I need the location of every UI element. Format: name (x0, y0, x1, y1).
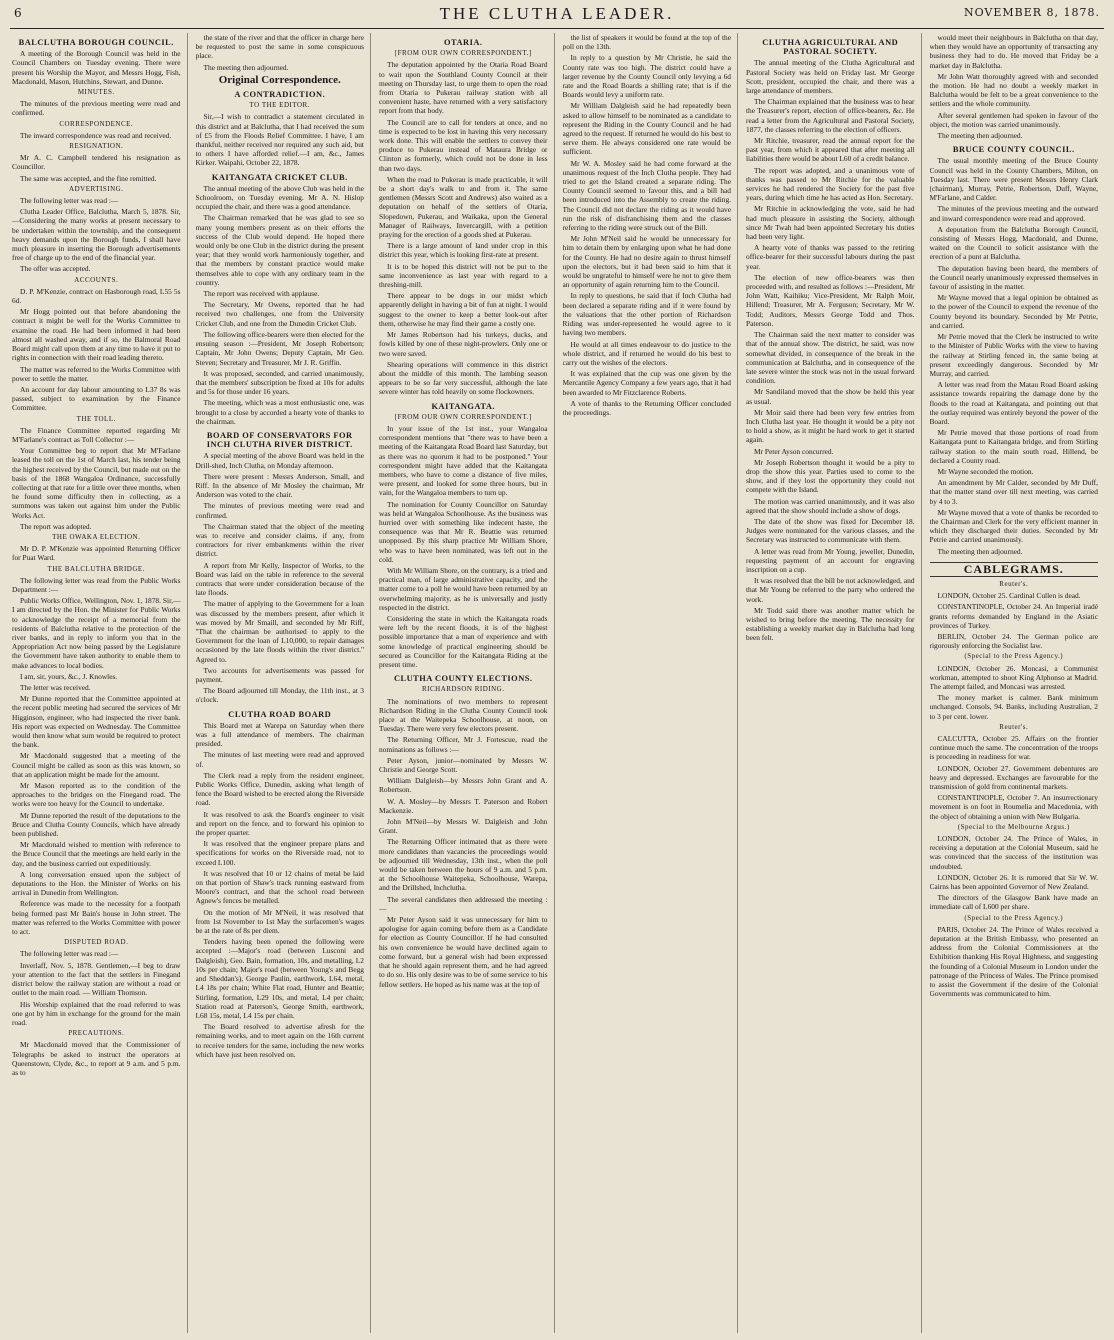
paragraph: The Chairman remarked that he was glad to see so many young members present as on their efforts the success of the Club would depend. He hoped there would only be one Club in the district during the present year; that they would work harmoniously together, and that the members by constant practice would make themselves able to cope with any ordinary team in the country. (195, 213, 364, 287)
paragraph: Your Committee beg to report that Mr M'Farlane leased the toll on the 1st of March last, his tender being the highest received by the Council, but made out on the basis of the 1868 Wangaloa Ordinance, successfully collecting at that rate for a little over three months, when he found some difficulty then in collecting, as a summons was taken out against him under the Public Works Act. (12, 446, 181, 520)
paragraph: A meeting of the Borough Council was held in the Council Chambers on Tuesday evening. There were present his Worship the Mayor, and Messrs Hogg, Fish, Macdonald, Mason, Hutchins, Stewart, and Dunne. (12, 49, 181, 86)
paragraph: A vote of thanks to the Returning Officer concluded the proceedings. (562, 398, 731, 417)
subheading: [FROM OUR OWN CORRESPONDENT.] (394, 49, 532, 58)
section-heading: CABLEGRAMS. (930, 562, 1099, 577)
paragraph: The nominations of two members to represent Richardson Riding in the Clutha County Council took place at the Waitepeka Schoolhouse, at noon, on Tuesday. There were very few electors present. (379, 696, 548, 734)
paragraph: In reply to questions, he said that if Inch Clutha had been declared a separate riding and if it were found by the valuations that the other portion of Richardson Riding was under-represented he would agree to it having two members. (562, 291, 731, 338)
paragraph: Shearing operations will commence in this district about the middle of this month. The lambing season appears to be so far very successful, although the late severe winter has told heavily on some flockowners. (379, 359, 548, 397)
paragraph: After several gentlemen had spoken in favour of the object, the motion was carried unanimously. (929, 110, 1098, 129)
paragraph: A long conversation ensued upon the subject of deputations to the Hon. the Minister of Works on his arrival in Dunedin from Wellington. (12, 869, 181, 898)
paragraph: The deputation having been heard, the members of the Council nearly unanimously expressed themselves in favour of assisting in the matter. (929, 263, 1098, 292)
paragraph: The annual meeting of the above Club was held in the Schoolroom, on Tuesday evening. Mr A. N. Hislop occupied the chair, and there was a good attendance. (195, 183, 364, 212)
paragraph: The meeting then adjourned. (203, 62, 289, 72)
paragraph: The following office-bearers were then elected for the ensuing season :—President, Mr Joseph Robertson; Captain, Mr John Owens; Deputy Captain, Mr Geo. Steven; Secretary and Treasurer, Mr J. R. Griffin. (195, 329, 364, 367)
paragraph: The Board resolved to advertise afresh for the remaining works, and to meet again on the 16th current to receive tenders for the same, including the new works which have just been resolved on. (195, 1022, 364, 1059)
paragraph: The same was accepted, and the fine remitted. (20, 173, 157, 183)
paragraph: It was resolved that the bill be not acknowledged, and that Mr Young be referred to the party who ordered the work. (746, 576, 915, 604)
paragraph: The several candidates then addressed the meeting :— (379, 894, 548, 913)
paragraph: the list of speakers it would be found at the top of the poll on the 13th. (562, 33, 731, 52)
section-heading: Original Correspondence. (218, 73, 341, 86)
paragraph: I am, sir, yours, &c., J. Knowles. (20, 671, 118, 681)
paragraph: Mr Peter Ayson concurred. (754, 446, 834, 456)
paragraph: He would at all times endeavour to do justice to the whole district, and if returned he would do his best to carry out the wishes of the electors. (562, 339, 731, 367)
subheading: THE BALCLUTHA BRIDGE. (47, 564, 145, 573)
paragraph: The Chairman stated that the object of the meeting was to receive and consider claims, if any, from contractors for river embankments within the river district. (195, 521, 364, 559)
paragraph: The report was adopted, and a unanimous vote of thanks was passed to Mr Ritchie for the valuable services he had rendered the Society for the past five years, during which time he has acted as Hon. Secretary. (746, 165, 915, 203)
paragraph: The letter was received. (20, 683, 91, 692)
paragraph: A special meeting of the above Board was held in the Drill-shed, Inch Clutha, on Monday afternoon. (195, 451, 364, 470)
paragraph: It was resolved that the engineer prepare plans and specifications for works on the Riverside road, not to exceed L100. (195, 839, 364, 867)
subheading: DISPUTED ROAD. (64, 938, 129, 947)
paragraph: This Board met at Warepa on Saturday when there was a full attendance of members. The chairman presided. (195, 720, 364, 749)
paragraph: PARIS, October 24. The Prince of Wales received a deputation at the British Embassy, who presented an address from the Colonial Commissioners at the Exhibition thanking His Royal Highness, and suggesting the founding of a Colonial Museum in London under the patronage of the Princess of Wales. The Prince promised to assist the Government if the desire of the Colonial Governments was communicated to him. (929, 924, 1098, 999)
paragraph: Mr Hogg pointed out that before abandoning the contract it might be well for the Works Committee to examine the road. He had been informed it had been almost all washed away, and if so, the Balmoral Road Board might call upon them at any time to have it put to rights in connection with their road leading thereto. (12, 307, 181, 363)
article-heading: OTARIA. (444, 38, 483, 47)
subheading: (Special to the Melbourne Argus.) (957, 822, 1070, 831)
paragraph: William Dalgleish—by Messrs John Grant and A. Robertson. (379, 776, 548, 795)
article-heading: KAITANGATA. (431, 401, 495, 411)
subheading: THE TOLL. (76, 414, 116, 423)
paragraph: His Worship explained that the road referred to was one got by him in exchange for the ground for the main road. (12, 999, 181, 1027)
paragraph: A letter was read from Mr Young, jeweller, Dunedin, requesting payment of an account for engraving inscription on a cup. (746, 546, 915, 574)
columns (12, 33, 1104, 1333)
subheading: Reuter's. (999, 722, 1029, 731)
article-heading: A CONTRADICTION. (234, 90, 326, 100)
paragraph: In your issue of the 1st inst., your Wangaloa correspondent mentions that "there was to have been a meeting of the Kaitangata Road Board last Saturday, but as there was no quorum it had to be postponed." Your correspondent might have added that the Kaitangata members, who have to come a distance of five miles, were present, and looked for some three hours, but in vain, for the Wangaloa members to turn up. (379, 423, 548, 498)
paragraph: John M'Neil—by Messrs W. Dalgleish and John Grant. (379, 817, 548, 836)
paragraph: LONDON, October 24. The Prince of Wales, in receiving a deputation at the Colonial Museum, said he was convinced that the success of the institution was undoubted. (929, 834, 1098, 871)
paragraph: D. P. M'Kenzie, contract on Hasborough road, L55 5s 6d. (12, 286, 181, 306)
paragraph: The meeting then adjourned. (937, 546, 1023, 556)
paragraph: The inward correspondence was read and received. (20, 130, 172, 140)
paragraph: It was explained that the cup was one given by the Mercantile Agency Company a few years ago, that it had been awarded to Mr Fitzclarence Roberts. (562, 369, 731, 397)
paragraph: It was proposed, seconded, and carried unanimously, that the members' subscription be fixed at 10s for adults and 5s for those under 16 years. (195, 368, 364, 397)
paragraph: A report from Mr Kelly, Inspector of Works, to the Board was laid on the table in reference to the several contracts that were under consideration because of the late floods. (195, 560, 364, 598)
paragraph: The nomination for County Councillor on Saturday was held at Wangaloa Schoolhouse. As the business was hurried over with something like indecent haste, the consequence was that Mr R. Beattie was returned unopposed. By this sharp practice Mr William Shore, who was to have been nominated, was left out in the cold. (379, 499, 548, 564)
paragraph: Two accounts for advertisements was passed for payment. (195, 665, 364, 684)
paragraph: Mr James Robertson had his turkeys, ducks, and fowls killed by one of these night-prowlers. Only one or two were saved. (379, 330, 548, 358)
paragraph: Peter Ayson, junior—nominated by Messrs W. Christie and George Scott. (379, 755, 548, 775)
paragraph: In reply to a question by Mr Christie, he said the County rate was too high. The district could have a larger revenue by the County Council only levying a 6d rate and the Road Boards a shilling rate; that is if the Boards would levy a uniform rate. (562, 53, 731, 100)
paragraph: There were present : Messrs Anderson, Small, and Riff. In the absence of Mr Mosley the chairman, Mr Anderson was voted to the chair. (195, 471, 364, 500)
paragraph: An account for day labour amounting to L37 8s was passed, subject to examination by the Finance Committee. (12, 384, 181, 413)
paragraph: The offer was accepted. (20, 264, 91, 274)
paragraph: The matter was referred to the Works Committee with power to settle the matter. (12, 364, 181, 383)
column-2 (196, 33, 372, 1333)
paragraph: Mr Wayne moved that a legal opinion be obtained as to the power of the Council to expend the revenue of the County beyond its boundary. Seconded by Mr Petrie, and carried. (929, 293, 1098, 330)
paragraph: The matter of applying to the Government for a loan was discussed by the members present, after which it was moved by Mr Smaill, and seconded by Mr Riff, "That the chairman be authorised to apply to the Government for the loan of L10,000, to repair damages occasioned by the late floods within the river district." Agreed to. (195, 599, 364, 664)
column-5 (746, 33, 922, 1333)
paragraph: The Clerk read a reply from the resident engineer, Public Works Office, Dunedin, asking what length of fence the Board wished to be erected along the Riverside road. (195, 770, 364, 808)
paragraph: LONDON, October 27. Government debentures are heavy and depressed. Exchanges are favourable for the transmission of gold from continental markets. (929, 763, 1098, 792)
subheading: PRECAUTIONS. (68, 1029, 125, 1038)
paragraph: Mr Macdonald suggested that a meeting of the Council might be called as soon as this was known, so that an application might be made for the amount. (12, 751, 181, 779)
subheading: CORRESPONDENCE. (59, 119, 134, 128)
paragraph: Tenders having been opened the following were accepted :—Major's road (between Lusconi and Dalgleish), Geo. Bain, formation, 10s, and metalling, L2 10s per chain; Major's road (between Young's and Begg and Sheddan's), George Paulin, earthwork, L64, metal, L4 18s per chain; White Flat road, Hunter and Beattie; Stirling, formation, L29 10s, and metal, L4 per chain; Station road at Paterson's, George Smith, earthwork, L68 15s, metal, L4 15s per chain. (195, 937, 364, 1020)
subheading: RESIGNATION. (69, 142, 124, 151)
subheading: [FROM OUR OWN CORRESPONDENT.] (394, 412, 532, 421)
paragraph: The directors of the Glasgow Bank have made an immediate call of L600 per share. (929, 893, 1098, 912)
paragraph: The deputation appointed by the Otaria Road Board to wait upon the Southland County Council at their meeting on Thursday last, to urge them to open the road from Otaria to Pukerau railway station with all convenient haste, have returned with a very satisfactory report from that body. (379, 60, 548, 116)
column-3 (379, 33, 555, 1333)
paragraph: Mr Joseph Robertson thought it would be a pity to drop the show this year. Parties used to come to the show, and if they lost the opportunity they could not compete with the Island. (746, 457, 915, 495)
paragraph: With Mr William Shore, on the contrary, is a tried and practical man, of large administrative capacity, and the matter come to a poll he would have been returned by an overwhelming majority, as he is universally and justly respected in the district. (379, 565, 548, 612)
paragraph: Mr John M'Neil said he would be unnecessary for him to detain them by enlarging upon what he had done for the County. He had no desire again to thrust himself upon the electors, but it had been said to him that it would be ungrateful to himself were he not to give them an opportunity of again returning him to the Council. (562, 234, 731, 290)
article-heading: BOARD OF CONSERVATORS FOR INCH CLUTHA RIVER DISTRICT. (206, 430, 353, 450)
paragraph: BERLIN, October 24. The German police are rigorously enforcing the Socialist law. (929, 631, 1098, 651)
paragraph: A deputation from the Balclutha Borough Council, consisting of Messrs Hogg, Macdonald, and Dunne, waited on the Council to solicit assistance with the erection of a punt at Balclutha. (929, 224, 1098, 262)
newspaper-title: THE CLUTHA LEADER. (439, 4, 675, 23)
paragraph: Mr D. P. M'Kenzie was appointed Returning Officer for Puat Ward. (12, 544, 181, 563)
paragraph: Reference was made to the necessity for a footpath being formed past Mr Bain's house in John street. The matter was referred to the Works Committee with power to act. (12, 899, 181, 937)
paragraph: An amendment by Mr Calder, seconded by Mr Duff, that the matter stand over till next meeting, was carried by 4 to 3. (929, 478, 1098, 506)
paragraph: Mr Ritchie, treasurer, read the annual report for the past year, from which it appeared that after meeting all liabilities there would be about L60 of a credit balance. (746, 136, 915, 164)
paragraph: The Returning Officer, Mr J. Fortescue, read the nominations as follows :— (379, 735, 548, 754)
subheading: THE OWAKA ELECTION. (52, 532, 141, 541)
paragraph: Mr William Dalgleish said he had repeatedly been asked to allow himself to be nominated as a candidate to represent the Riding in the County Council and he had agreed to the request. If returned he would do his best to serve them. He always considered one rate would be sufficient. (562, 101, 731, 157)
paragraph: Mr Peter Ayson said it was unnecessary for him to apologise for again coming before them as a Candidate for election as County Councillor. If he had consulted his own convenience he would have declined again to come forward, but a general wish had been expressed that he should again represent them, and he had agreed to do so. His only desire was to be of some service to his fellow settlers. He hoped as his name was at the top of (379, 915, 548, 989)
paragraph: The Chairman explained that the business was to hear the Treasurer's report, election of office-bearers, &c. He read a letter from the Agricultural and Pastoral Society, 1877, the classes referring to the election of officers. (746, 97, 915, 134)
page-number: 6 (14, 6, 22, 20)
paragraph: CONSTANTINOPLE, October 24. An Imperial iradé grants reforms demanded by England in the Asiatic provinces of Turkey. (929, 602, 1098, 630)
paragraph: The meeting then adjourned. (937, 131, 1023, 141)
paragraph: The motion was carried unanimously, and it was also agreed that the show should include a show of dogs. (746, 496, 915, 515)
article-heading: BRUCE COUNTY COUNCIL. (952, 145, 1075, 155)
paragraph: The minutes of the previous meeting and the outward and inward correspondence were read and approved. (929, 204, 1098, 223)
paragraph: There appear to be dogs in our midst which apparently delight in having a bit of fun at night. I would suggest to the owner to keep a better look-out after them, otherwise he may find their game a costly one. (379, 291, 548, 328)
paragraph: The report was received with applause. (203, 289, 320, 299)
paragraph: The minutes of previous meeting were read and confirmed. (195, 501, 364, 520)
paragraph: Mr Ritchie in acknowledging the vote, said he had had much pleasure in assisting the Society, although since Mr Twah had been appointed Secretary his duties had been very light. (746, 204, 915, 242)
paragraph: Mr Macdonald wished to mention with reference to the Bruce Council that the meetings are held early in the day, and the business carried out expeditiously. (12, 840, 181, 868)
paragraph: The annual meeting of the Clutha Agricultural and Pastoral Society was held on Friday last. Mr George Scott, president, occupied the chair, and there was a large attendance of members. (746, 58, 915, 96)
paragraph: It was resolved that 10 or 12 chains of metal be laid on that portion of Shaw's track running eastward from Moore's contract, and that the school road between Agnew's fences be metalled. (195, 868, 364, 906)
paragraph: The minutes of last meeting were read and approved of. (195, 750, 364, 769)
paragraph: The Board adjourned till Monday, the 11th inst., at 3 o'clock. (195, 686, 364, 705)
column-1 (12, 33, 188, 1333)
subheading: MINUTES. (77, 88, 115, 97)
paragraph: The Finance Committee reported regarding Mr M'Farlane's contract as Toll Collector :— (12, 425, 181, 444)
paragraph: The election of new office-bearers was then proceeded with, and resulted as follows :—President, Mr John Watt, Kaihiku; Vice-President, Mr Ralph Moir, Hillend; Treasurer, Mr A. Ferguson; Secretary, Mr W. Todd; Auditors, Messrs George Todd and Thos. Paterson. (746, 272, 915, 328)
paragraph: The money market is calmer. Bank minimum unchanged. Consols, 94. Banks, including Australian, 2 to 3 per cent. lower. (929, 693, 1098, 721)
paragraph: The Secretary, Mr Owens, reported that he had received two challenges, one from the University Cricket Club, and one from the Dunedin Cricket Club. (195, 300, 364, 328)
paragraph: would meet their neighbours in Balclutha on that day, when they would have an opportunity of transacting any business they had to do. He moved that Friday be a market day in Balclutha. (929, 33, 1098, 70)
paragraph: Mr Todd said there was another matter which he wished to bring before the meeting. The necessity for establishing a weekly market day in Balclutha had long been felt. (746, 605, 915, 643)
paragraph: the state of the river and that the officer in charge here be requested to post the same in some conspicuous place. (195, 33, 364, 61)
paragraph: The date of the show was fixed for December 18. Judges were nominated for the various classes, and the Secretary was instructed to communicate with them. (746, 516, 915, 545)
paragraph: Mr Wayne seconded the motion. (937, 466, 1034, 476)
paragraph: The usual monthly meeting of the Bruce County Council was held in the County Chambers, Milton, on Tuesday last. There were present Messrs Henry Clark (chairman), Murray, Petrie, Robertson, Duff, Wayne, M'Farlane, and Calder. (929, 156, 1098, 203)
paragraph: A letter was read from the Matau Road Board asking assistance towards repairing the damage done by the floods to the road at Kaitangata, and pointing out that the outlay required was entirely beyond the power of the Board. (929, 380, 1098, 426)
article-heading: CLUTHA COUNTY ELECTIONS. (393, 674, 533, 684)
paragraph: The Council are to call for tenders at once, and no time is expected to be lost in having this very necessary work done. This will enable the settlers to convey their produce to Pukerau instead of Mataura Bridge or Clinton as formerly, which could not be done in less than two days. (379, 117, 548, 173)
column-4 (563, 33, 739, 1333)
paragraph: The following letter was read :— (20, 196, 119, 206)
paragraph: The meeting, which was a most enthusiastic one, was brought to a close by accorded a hearty vote of thanks to the chairman. (195, 398, 364, 426)
article-heading: KAITANGATA CRICKET CLUB. (211, 172, 348, 182)
paragraph: W. A. Mosley—by Messrs T. Paterson and Robert Mackenzie. (379, 796, 548, 815)
paragraph: LONDON, October 26. It is rumored that Sir W. W. Cairns has been appointed Governor of New Zealand. (929, 872, 1098, 892)
paragraph: It is to be hoped this district will not be put to the same inconvenience as last year with regard to a threshing-mill. (379, 261, 548, 290)
paragraph: LONDON, October 26. Moncasi, a Communist workman, attempted to shoot King Alphonso at Madrid. The attempt failed, and Moncasi was arrested. (929, 663, 1098, 691)
paragraph: Considering the state in which the Kaitangata roads were left by the recent floods, it is of the highest possible importance that a man of experience and with some knowledge of practical engineering should be secured as Councillor for the Kaitangata Riding at the present time. (379, 613, 548, 669)
paragraph: Mr Moir said there had been very few entries from Inch Clutha last year. He thought it would be a pity not to hold a show, as it might be hard work to get it started again. (746, 407, 915, 445)
paragraph: Mr Dunne reported that the Committee appointed at the recent public meeting had secured the services of Mr Higginson, engineer, who had inspected the river bank. His report was expected on Wednesday. The Committee would then know what sum would be required to protect the bank. (12, 694, 181, 750)
subheading: (Special to the Press Agency.) (964, 913, 1064, 922)
paragraph: There is a large amount of land under crop in this district this year, which is looking first-rate at present. (379, 241, 548, 260)
paragraph: Mr John Watt thoroughly agreed with and seconded the motion. He had no doubt a weekly market in Balclutha would be felt to be a great convenience to the settlers and the whole community. (929, 71, 1098, 109)
masthead-rule (10, 28, 1104, 29)
issue-date: NOVEMBER 8, 1878. (963, 6, 1100, 19)
article-heading: CLUTHA AGRICULTURAL AND PASTORAL SOCIETY. (762, 38, 899, 57)
paragraph: Mr W. A. Mosley said he had come forward at the unanimous request of the Inch Clutha people. They had tried to get the Island created a separate riding. The County Council seemed to favour this, and a bill had been introduced into the Assembly to create the riding. The Council did not declare the riding as it would have run the risk of disfranchising them and the classes referring to the riding were struck out of the Bill. (562, 158, 731, 233)
article-heading: BALCLUTHA BOROUGH COUNCIL. (18, 38, 174, 47)
column-6 (930, 33, 1105, 1333)
paragraph: Mr Petrie moved that the Clerk be instructed to write to the Minister of Public Works with the view to having the railway at Stirling fenced in, the same being at present exceedingly dangerous. Seconded by Mr Murray, and carried. (929, 332, 1098, 378)
paragraph: CONSTANTINOPLE, October 7. An insurrectionary movement is on foot in Roumelia and Macedonia, with the object of obtaining a union with New Bulgaria. (929, 793, 1098, 821)
paragraph: Mr Dunne reported the result of the deputations to the Bruce and Clutha County Councils, which have already been published. (12, 810, 181, 839)
paragraph: Mr Macdonald moved that the Commissioner of Telegraphs be asked to instruct the operators at Queenstown, Clyde, &c., to report at 9 a.m. and 5 p.m. as to (12, 1040, 181, 1077)
paragraph: Mr Mason reported as to the condition of the approaches to the bridges on the Finegand road. The works were too heavy for the Council to undertake. (12, 781, 181, 809)
paragraph: Sir,—I wish to contradict a statement circulated in this district and at Balclutha, that I had received the sum of £5 from the Floods Relief Committee. I have, I am thankful, neither received nor required any such aid, but to others I have afforded relief.—I am, &c., James Kirker. Waipahi, October 22, 1878. (195, 112, 364, 168)
paragraph: LONDON, October 25. Cardinal Cullen is dead. (937, 591, 1081, 601)
paragraph: The report was adopted. (20, 521, 92, 531)
paragraph: Mr Wayne moved that a vote of thanks be recorded to the Chairman and Clerk for the very efficient manner in which they discharged their duties. Seconded by Mr Petrie and carried unanimously. (929, 507, 1098, 545)
paragraph: The following letter was read from the Public Works Department :— (12, 575, 181, 594)
paragraph: The Returning Officer intimated that as there were more candidates than vacancies the proceedings would be adjourned till Wednesday, 13th inst., when the poll would be taken between the hours of 9 a.m. and 5 p.m. at the Schoolhouse Waitepeka, Schoolhouse, Warepa, and the Drillshed, Inchclutha. (379, 837, 548, 893)
subheading: RICHARDSON RIDING. (421, 685, 505, 694)
paragraph: A hearty vote of thanks was passed to the retiring office-bearer for their successful labours during the past year. (746, 243, 915, 271)
paragraph: Public Works Office, Wellington, Nov. 1, 1878. Sir,—I am directed by the Hon. the Minister for Public Works to acknowledge the receipt of a memorial from the residents of Balclutha relative to the protection of the river banks, and in reply to inform you that in the Appropriation Act now being passed by the Legislature the Government have taken authority to enable them to make advances to local bodies. (12, 596, 181, 670)
paragraph: Mr Sandiland moved that the show be held this year as usual. (746, 387, 915, 406)
paragraph: On the motion of Mr M'Neil, it was resolved that from 1st November to 1st May the surfacemen's wages be at the rate of 8s per diem. (195, 907, 364, 936)
paragraph: When the road to Pukerau is made practicable, it will be a short day's walk to and from it. The same gentlemen (Messrs Scott and Andrews) also waited as a deputation on behalf of the settlers of Otaria, Slopedown, Pukerau, and Waikaka, upon the General Manager of Railways, Invercargill, with a petition praying for the erection of a goods shed at Pukerau. (379, 174, 548, 240)
paragraph: The minutes of the previous meeting were read and confirmed. (12, 99, 181, 118)
subheading: ACCOUNTS. (74, 275, 119, 284)
masthead (0, 0, 1114, 32)
paragraph: CALCUTTA, October 25. Affairs on the frontier continue much the same. The concentration of the troops is proceeding in readiness for war. (929, 734, 1098, 762)
paragraph: Inverlaff, Nov. 5, 1878. Gentlemen,—I beg to draw your attention to the fact that the settlers in Finegand district below the railway station are without a road or outlet to the main road. — William Thomson. (12, 960, 181, 998)
paragraph: It was resolved to ask the Board's engineer to visit and report on the fence, and to forward his opinion to the proper quarter. (195, 809, 364, 838)
paragraph: Mr Petrie moved that those portions of road from Kaitangata punt to Kaitangata bridge, and from Stirling railway station to the main south road, Hillend, be declared a County road. (929, 428, 1098, 465)
subheading: ADVERTISING. (69, 184, 124, 193)
article-heading: CLUTHA ROAD BOARD (228, 709, 332, 719)
paragraph: Clutha Leader Office, Balclutha, March 5, 1878. Sir,—Considering the many works at present necessary to be undertaken within the township, and the consequent heavy demands upon the Borough funds, I shall have much pleasure in inserting the Borough advertisements free of charge up to the end of the financial year. (12, 207, 181, 263)
paragraph: The Chairman said the next matter to consider was that of the annual show. The district, he said, was now somewhat divided, in consequence of the break in the communication at Balclutha, and in consequence of the late severe winter the stock was not in the usual forward condition. (746, 330, 915, 386)
subheading: (Special to the Press Agency.) (964, 652, 1064, 661)
subheading: TO THE EDITOR. (249, 101, 310, 110)
paragraph: Mr A. C. Campbell tendered his resignation as Councillor. (12, 153, 181, 172)
paragraph: The following letter was read :— (20, 949, 119, 959)
subheading: Reuter's. (999, 579, 1029, 588)
